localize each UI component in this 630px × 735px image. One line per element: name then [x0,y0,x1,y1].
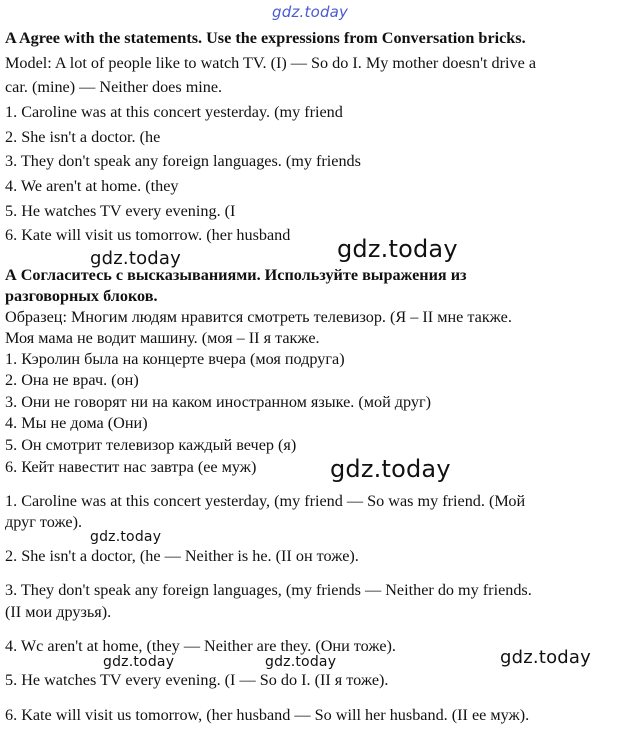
model-line-ru: Моя мама не водит машину. (моя – II я также. [5,329,320,347]
watermark: gdz.today [330,455,451,483]
answer-line: 1. Caroline was at this concert yesterday, (my friend — So was my friend. (Мой [5,492,526,510]
answer-line: (II мои друзья). [5,603,112,621]
list-item: 3. They don't speak any foreign languages. (my friends [5,152,361,170]
answer-line: 2. She isn't a doctor, (he — Neither is he. (II он тоже). [5,547,359,565]
exercise-heading-ru: А Согласитесь с высказываниями. Используйте выражения из [5,266,467,284]
watermark: gdz.today [103,654,175,670]
answer-line: 3. They don't speak any foreign languages, (my friends — Neither do my friends. [5,581,532,599]
list-item-ru: 4. Мы не дома (Они) [5,414,148,432]
list-item: 1. Caroline was at this concert yesterday. (my friend [5,103,343,121]
watermark: gdz.today [337,235,458,263]
exercise-heading: A Agree with the statements. Use the expressions from Conversation bricks. [5,29,526,47]
answer-line: 4. Wc aren't at home, (they — Neither are they. (Они тоже). [5,637,396,655]
list-item: 2. She isn't a doctor. (he [5,128,161,146]
answer-line: 5. He watches TV every evening. (I — So do I. (II я тоже). [5,671,389,689]
answer-line: 6. Kate will visit us tomorrow, (her husband — So will her husband. (II ее муж). [5,706,530,724]
watermark: gdz.today [90,248,182,269]
list-item-ru: 2. Она не врач. (он) [5,371,139,389]
list-item-ru: 1. Кэролин была на концерте вчера (моя подруга) [5,350,345,368]
exercise-heading-ru: разговорных блоков. [5,287,158,305]
model-line: Model: A lot of people like to watch TV. (I) — So do I. My mother doesn't drive a [5,54,537,72]
watermark: gdz.today [265,654,337,670]
list-item-ru: 5. Он смотрит телевизор каждый вечер (я) [5,436,297,454]
list-item: 4. We aren't at home. (they [5,177,179,195]
model-line: car. (mine) — Neither does mine. [5,78,223,96]
list-item-ru: 3. Они не говорят ни на каком иностранном языке. (мой друг) [5,393,432,411]
watermark-top: gdz.today [272,3,349,21]
list-item-ru: 6. Кейт навестит нас завтра (ее муж) [5,458,257,476]
list-item: 6. Kate will visit us tomorrow. (her husband [5,226,291,244]
watermark: gdz.today [500,647,592,668]
list-item: 5. He watches TV every evening. (I [5,202,236,220]
watermark: gdz.today [90,529,162,545]
answer-line: друг тоже). [5,513,83,531]
model-line-ru: Образец: Многим людям нравится смотреть телевизор. (Я – II мне также. [5,308,512,326]
